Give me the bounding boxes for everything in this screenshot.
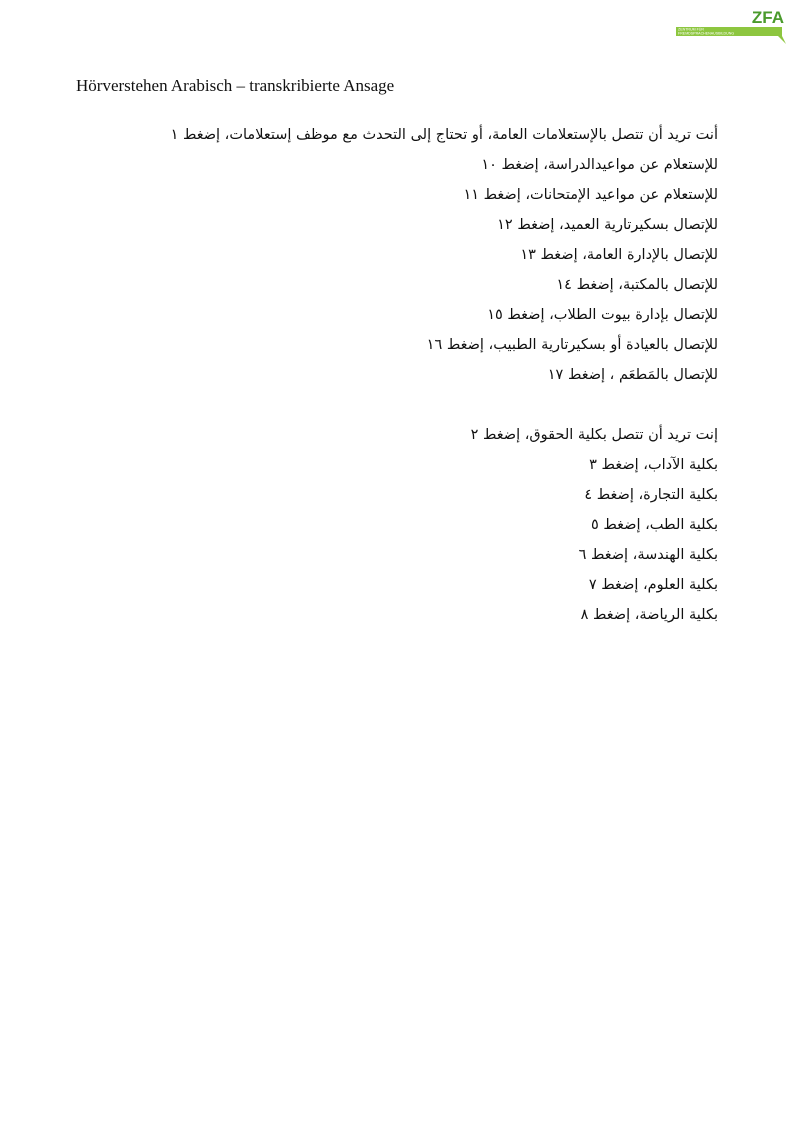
document-title: Hörverstehen Arabisch – transkribierte Ansage [76,76,395,95]
list-item: بكلية التجارة، إضغط ٤ [584,487,718,503]
list-item: بكلية الهندسة، إضغط ٦ [578,547,718,563]
general-services-list [58,124,718,394]
list-item: للإتصال بالمَطعَم ، إضغط ١٧ [547,367,718,383]
list-item: للإتصال بالمكتبة، إضغط ١٤ [556,277,718,293]
list-item: للإتصال بإدارة بيوت الطلاب، إضغط ١٥ [487,307,718,323]
list-item: إنت تريد أن تتصل بكلية الحقوق، إضغط ٢ [470,427,718,443]
logo-subtitle-line2: FREMDSPRACHENAUSBILDUNG [678,31,735,36]
list-item: بكلية الرياضة، إضغط ٨ [580,607,718,623]
list-item: للإتصال بالإدارة العامة، إضغط ١٣ [520,247,718,263]
logo-wordmark: ZFA [751,8,784,27]
list-item: للإستعلام عن مواعيدالدراسة، إضغط ١٠ [481,157,718,173]
zfa-logo [676,8,788,52]
list-item: بكلية العلوم، إضغط ٧ [588,577,718,593]
list-item: للإتصال بسكيرتارية العميد، إضغط ١٢ [497,217,718,233]
logo-subtitle-line1: ZENTRUM FÜR [678,27,704,32]
zfa-logo-graphic [676,8,788,52]
list-item: بكلية الطب، إضغط ٥ [591,517,718,533]
list-item: للإستعلام عن مواعيد الإمتحانات، إضغط ١١ [463,187,718,203]
list-item: أنت تريد أن تتصل بالإستعلامات العامة، أو تحتاج إلى التحدث مع موظف إستعلامات، إضغط ١ [170,127,718,143]
faculties-list [58,424,718,634]
list-item: للإتصال بالعيادة أو بسكيرتارية الطبيب، إضغط ١٦ [426,337,718,353]
list-item: بكلية الآداب، إضغط ٣ [589,457,718,473]
